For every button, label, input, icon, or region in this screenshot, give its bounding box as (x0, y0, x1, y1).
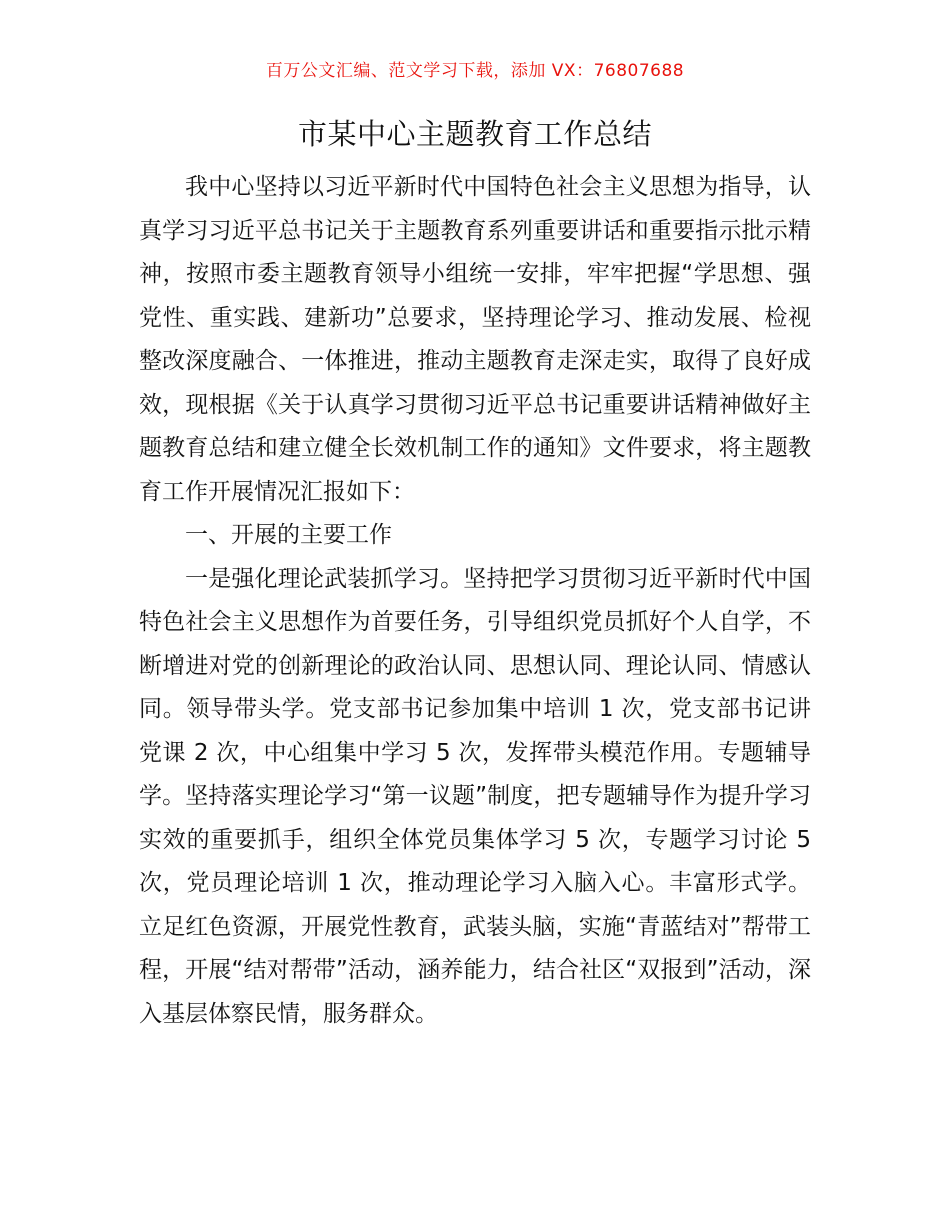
body-paragraph: 一是强化理论武装抓学习。坚持把学习贯彻习近平新时代中国特色社会主义思想作为首要任务，引导组织党员抓好个人自学，不断增进对党的创新理论的政治认同、思想认同、理论认同、情感认同。领导带头学。党支部书记参加集中培训 1 次，党支部书记讲党课 2 次，中心组集中学习 5 次，发挥带头模范作用。专题辅导学。坚持落实理论学习“第一议题”制度，把专题辅导作为提升学习实效的重要抓手，组织全体党员集体学习 5 次，专题学习讨论 5 次，党员理论培训 1 次，推动理论学习入脑入心。丰富形式学。立足红色资源，开展党性教育，武装头脑，实施“青蓝结对”帮带工程，开展“结对帮带”活动，涵养能力，结合社区“双报到”活动，深入基层体察民情，服务群众。 (139, 565, 811, 1027)
intro-paragraph: 我中心坚持以习近平新时代中国特色社会主义思想为指导，认真学习习近平总书记关于主题教育系列重要讲话和重要指示批示精神，按照市委主题教育领导小组统一安排，牢牢把握“学思想、强党性、重实践、建新功”总要求，坚持理论学习、推动发展、检视整改深度融合、一体推进，推动主题教育走深走实，取得了良好成效，现根据《关于认真学习贯彻习近平总书记重要讲话精神做好主题教育总结和建立健全长效机制工作的通知》文件要求，将主题教育工作开展情况汇报如下： (139, 174, 811, 505)
document-title: 市某中心主题教育工作总结 (297, 117, 652, 151)
watermark-banner: 百万公文汇编、范文学习下载，添加 VX：76807688 (265, 61, 685, 81)
document-body (139, 166, 811, 1036)
section-heading: 一、开展的主要工作 (185, 522, 392, 548)
